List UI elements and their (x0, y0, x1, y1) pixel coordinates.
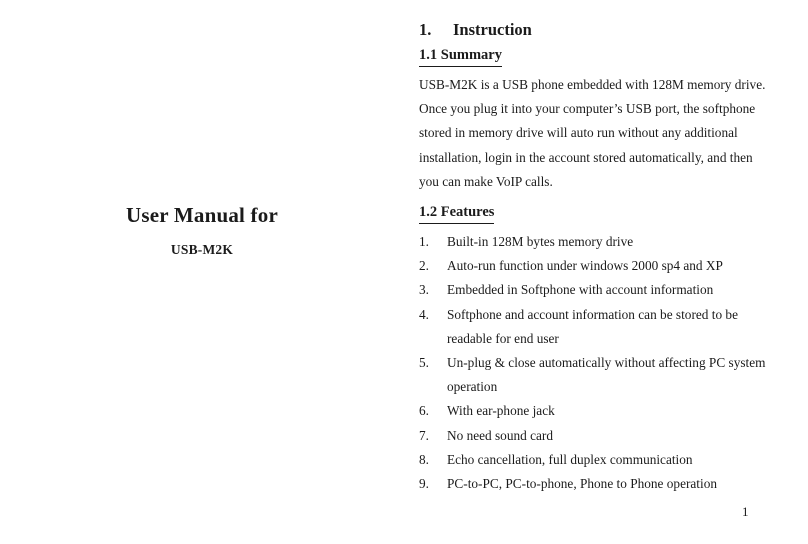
feature-item-number: 2. (419, 258, 429, 274)
subsection-features-heading-wrap (419, 201, 769, 227)
feature-item-number: 7. (419, 427, 429, 443)
feature-item-number: 1. (419, 234, 429, 250)
page-number: 1 (742, 504, 749, 519)
content-column (419, 18, 769, 496)
manual-model-name: USB-M2K (170, 242, 234, 257)
feature-list-item (419, 303, 769, 351)
feature-list-item (419, 424, 769, 448)
features-list (419, 230, 769, 496)
feature-item-text: Built-in 128M bytes memory drive (447, 234, 634, 250)
feature-list-item (419, 399, 769, 423)
summary-paragraph: USB-M2K is a USB phone embedded with 128M memory drive. Once you plug it into your computer’s USB port, the softphone stored in memory drive will auto run without any additional installation, login in the account stored automatically, and then you can make VoIP calls. (419, 77, 766, 189)
feature-list-item (419, 254, 769, 278)
subsection-heading-features: 1.2 Features (419, 201, 494, 224)
feature-item-number: 4. (419, 306, 429, 322)
cover-title-block (0, 200, 404, 261)
feature-item-text: Softphone and account information can be stored to be readable for end user (447, 306, 738, 346)
manual-title: User Manual for (126, 203, 278, 227)
feature-list-item (419, 230, 769, 254)
section-heading-instruction (419, 18, 769, 42)
feature-item-text: With ear-phone jack (447, 403, 555, 419)
feature-item-number: 6. (419, 403, 429, 419)
feature-item-text: PC-to-PC, PC-to-phone, Phone to Phone operation (447, 476, 717, 492)
feature-list-item (419, 278, 769, 302)
section-title: Instruction (453, 20, 532, 39)
feature-item-number: 5. (419, 355, 429, 371)
feature-item-text: No need sound card (447, 427, 553, 443)
feature-item-number: 8. (419, 451, 429, 467)
feature-list-item (419, 448, 769, 472)
feature-item-text: Echo cancellation, full duplex communication (447, 451, 693, 467)
feature-item-number: 9. (419, 476, 429, 492)
feature-item-text: Auto-run function under windows 2000 sp4 and XP (447, 258, 723, 274)
feature-item-number: 3. (419, 282, 429, 298)
feature-item-text: Un-plug & close automatically without affecting PC system operation (447, 355, 766, 395)
feature-list-item (419, 472, 769, 496)
feature-list-item (419, 351, 769, 399)
section-number: 1. (419, 20, 432, 39)
subsection-summary-heading-wrap (419, 44, 769, 70)
subsection-heading-summary: 1.1 Summary (419, 44, 502, 67)
feature-item-text: Embedded in Softphone with account information (447, 282, 714, 298)
